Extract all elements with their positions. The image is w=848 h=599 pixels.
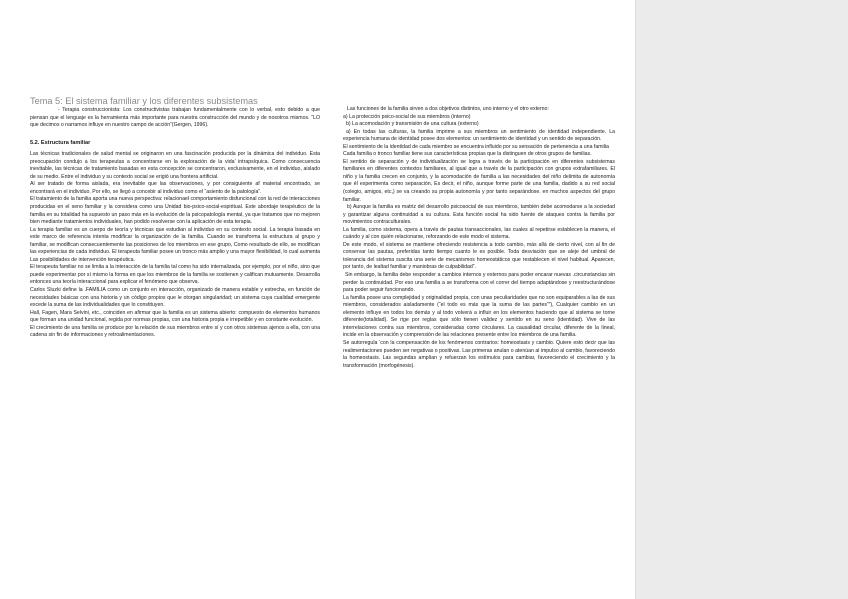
section-heading: 5.2. Estructura familiar — [30, 139, 91, 146]
paragraph: a) En todas las culturas, la familia imprime a sus miembros un sentimiento de identidad independiente. La experiencia humana de identidad posee dos elementos: un sentimiento de identidad y un sentido de separación. — [343, 128, 615, 143]
intro-paragraph: - Terapia construccionista: Los constructivistas trabajan fundamentalmente con lo verbal, esto debido a que piensan que el lenguaje es la herramienta más importante para nuestra construcción del mundo y de nosotros mismos. “LO que decimos o narramos influye en nuestro campo de acción”(Gergen, 1996). — [30, 107, 320, 129]
paragraph: El sentido de separación y de individualización se logra a través de la participación en diferentes subsistemas familiares en diferentes contextos familiares, al igual que a través de la participación con grupos extrafamiliares. El niño y la familia crecen en conjunto, y la acomodación de familia a las necesidades del niño delimita de autonomía que él experimenta como separación, Es decir, el niño, aunque forme parte de una familia, dadido a su red social (colegio, amigos, etc,) se va creando su propia autonomía y por tanto separándose. en muchos aspectos del grupo familiar. — [343, 158, 615, 203]
paragraph: El sentimiento de la identidad de cada miembro se encuentra influido por su sensación de pertenencia a una familia — [343, 143, 609, 150]
paragraph: El crecimiento de una familia se produce por la relación de sus miembros entre sí y con otros sistemas ajenos a ella, con una cadena sin fin de informaciones y retroalimentaciones. — [30, 324, 320, 339]
paragraph: La terapia familiar es un cuerpo de teoría y técnicas que estudian al individuo en su contexto social. La terapia basada en este marco de referencia intenta modificar la organización de la familia. Cuando se transforma la estructura al grupo y familiar, se modifican consecuentemente las posiciones de los miembros en ese grupo, Como resultado de ello, se modifican las experiencias de cada individuo. El terapeuta familiar posee un tronco más amplio y una mayor flexibilidad, lo cual aumenta Las posibilidades de intervención terapéutica. — [30, 226, 320, 263]
paragraph: Cada familia o tronco familiar tiene sus características propias que la distinguen de otros grupos de familias. — [343, 151, 592, 158]
document-title: Tema 5: El sistema familiar y los diferentes subsistemas — [30, 96, 258, 106]
paragraph: La familia, como sistema, opera a través de pautas transaccionales, las cuales al repetirse establecen la manera, el cuándo y al con quién relacionarse, reforzando de este modo el sistema. — [343, 226, 615, 241]
paragraph: Las técnicas tradicionales de salud mental se originaron en una fascinación producida por la dinámica del individuo. Esta preocupación condujo a los terapeutas a concentrarse en la exploración de la vida’ intrapsíquica. Como consecuencia inevitable, las técnicas de tratamiento basadas en esta concepción se concentraron, exclusivamente, en el individuo, aislado de su medio. Entre el individuo y su contexto social se erigió una frontera artificial. — [30, 151, 320, 180]
list-item: a) La protección psico-social de sus miembros (interno) — [343, 113, 471, 120]
paragraph: El tratamiento de la familia aporta una nueva perspectiva: relacionael comportamiento disfuncional con la red de interacciones producidas en el seno familiar y la considera como una Unidad bio-psico-social-espiritual. Este abordaje terapéutico de la familia en su totalidad ha supuesto un paso más en la evolución de la psicopatología mental, ya que tratamos que no mejoren bien mediante tratamientos individuales, han podido resolverse con la aplicación de esta terapia. — [30, 196, 320, 226]
paragraph: Se autorregula ‘con la compensación de los fenómenos contrarios: homeostasis y cambio. Quiere esto decir que las realimentaciones pueden ser negativas o positivas. Las primeras anulan o atenúan al impulso al cambio, favoreciendo la homeostasis. Las segundas amplían y refuerzan los estímulos para cambiar, favoreciendo el crecimiento y la transformación (morfogénesis). — [343, 339, 615, 369]
paragraph: Al ser tratado de forma aislada, era inevitable que las observaciones, y por consiguiente af material encontrado, se encontrará en el individuo. Por ello, se llegó a concebir al individuo como el “asiento de la patología”. — [30, 181, 320, 195]
paragraph: La familia posee una complejidad y originalidad propia, con unas peculiaridades que no son equiparables a las de sus miembros, considerados aisladamente (“el todo es más que la suma de las partes””), Cualquier cambio en un elemento influye en todos los demás y al todo volverá a influir en los elementos haciendo que al sistema se torne diferente(totalidad). Se rige por reglas que sólo tienen validez y sentido en su seno (identidad). Vive de las interrelaciones contra sus miembros, consideradas como circulares. La causalidad circular, diferente de la lineal, incide en la observación y comprensión de las relaciones presente entre los miembros de una familia. — [343, 294, 615, 339]
paragraph: De este modo, el sistema se mantiene ofreciendo resistencia a todo cambio, más allá de cierto nivel, con al fin de conservar las pautas, preferidas tanto tiempo cuanto le es posible. Toda desviación que se aleje del umbral de tolerancia del sistema suscita una serie de mecanismos homeostáticos que restablecen el nivel habitual. Aparecen, por tanto, de lealtad familiar y maniobras de culpabilidad”. — [343, 241, 615, 271]
list-item: b) La acomodación y transmisión de una cultura (externo) — [346, 121, 479, 128]
paragraph: El terapeuta familiar no se limita a la interacción de la familia tal como ha sido internalizada, por ejemplo, por el niño, sino que puede experimentar por sí mismo la forma en que los miembros de la familia se sostienen y califican mutuamente. Desarrolla entonces una teoría interaccional para explicar el fenómeno que observa. — [30, 264, 320, 286]
paragraph: Sin embargo, la familia debe responder a cambios internos y externos para poder encarar nuevas .circunstancias sin perder la continuidad. Por eso una familia a se transforma con el correr del tiempo adaptándose y reestructurándose para poder seguir funcionando. — [343, 272, 615, 294]
left-column — [30, 96, 320, 340]
paragraph: Hall, Fagen, Mara Selvini, etc., coinciden en afirmar que la familia es un sistema abierto: compuesto de elementos humanos que forman una unidad funcional, regida por normas propias, con una historia propia e irrepetible y en constante evolución. — [30, 309, 320, 324]
paragraph: b) Aunque la familia es matriz del desarrollo psicosocial de sus miembros, también debe acomodarse a la sociedad y garantizar alguna continuidad a su cultura. Esta función social ha sido fuente de ataques contra la familia por movimientos contraculturales. — [343, 204, 615, 226]
paragraph: Carlos Sluzki define la .FAMILIA como un conjunto en interacción, organizado de manera estable y estrecha, en función de necesidades básicas con una historia y un código propios que le otorgan singularidad; un sistema cuya cualidad emergente excede la suma de las individualidades que lo constituyen. — [30, 287, 320, 309]
comments-sidebar — [635, 0, 848, 599]
paragraph: Las funciones de la familia sirven a dos objetivos distintos, uno interno y el otro externo: — [347, 106, 549, 112]
right-column — [343, 106, 615, 370]
